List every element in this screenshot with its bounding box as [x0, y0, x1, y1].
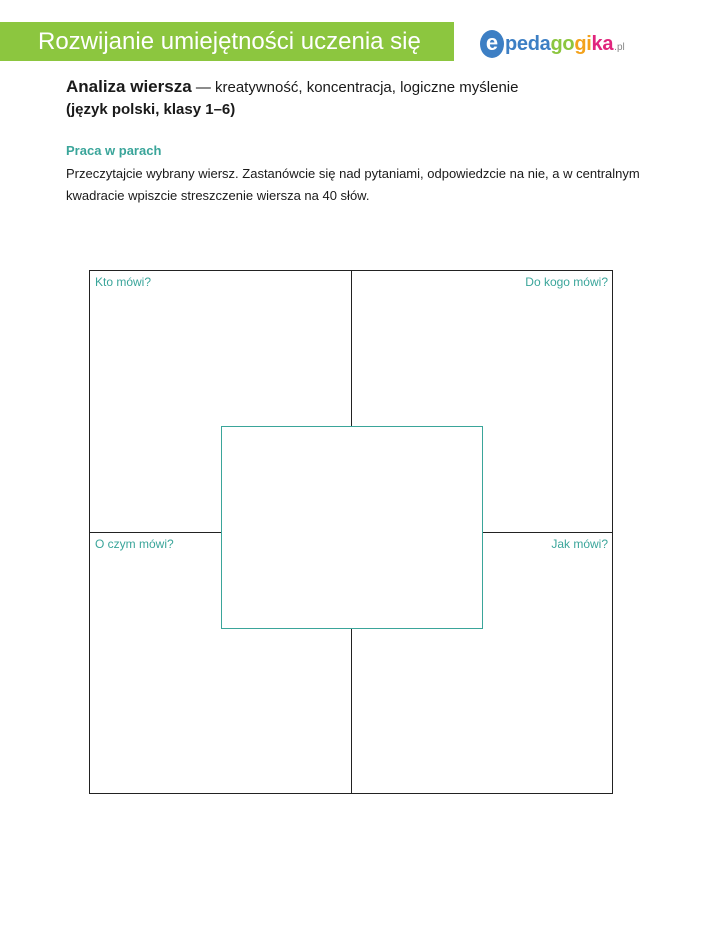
- quadrant-label-who-speaks: Kto mówi?: [95, 275, 152, 289]
- banner-title: Rozwijanie umiejętności uczenia się: [38, 28, 421, 55]
- instructions-text: Przeczytajcie wybrany wiersz. Zastanówcie się nad pytaniami, odpowiedzcie na nie, a w centralnym kwadracie wpiszcie streszczenie wiersza na 40 słów.: [66, 166, 640, 203]
- title-bold: Analiza wiersza: [66, 77, 192, 96]
- logo-e-icon: e: [480, 30, 504, 58]
- center-summary-box[interactable]: [221, 426, 483, 629]
- worksheet-grid: [89, 270, 613, 794]
- section-heading: Praca w parach: [66, 143, 162, 158]
- document-title: [66, 77, 518, 97]
- logo-part-3: gi: [574, 33, 592, 55]
- document-subtitle: (język polski, klasy 1–6): [66, 101, 236, 118]
- logo-part-1: peda: [505, 33, 551, 55]
- header-banner: [0, 22, 454, 61]
- logo-suffix: .pl: [614, 42, 625, 53]
- epedagogika-logo[interactable]: [480, 24, 625, 58]
- logo-wordmark: [505, 30, 613, 58]
- quadrant-label-how: Jak mówi?: [551, 537, 608, 551]
- logo-part-2: go: [550, 33, 575, 55]
- quadrant-label-about-what: O czym mówi?: [95, 537, 174, 551]
- title-rest: — kreatywność, koncentracja, logiczne myślenie: [191, 79, 519, 96]
- logo-part-4: ka: [591, 33, 614, 55]
- quadrant-label-to-whom: Do kogo mówi?: [525, 275, 608, 289]
